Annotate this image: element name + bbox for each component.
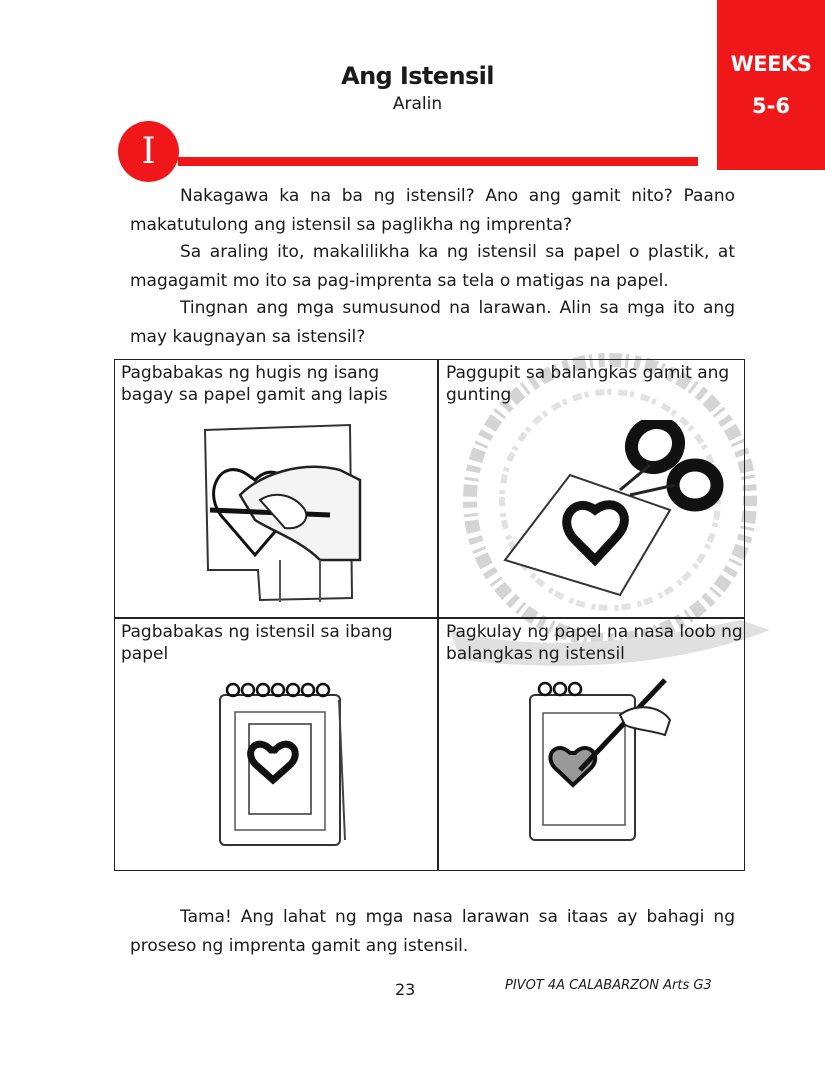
- page-title: Ang Istensil: [341, 62, 494, 90]
- page-number: 23: [395, 980, 416, 999]
- closing-paragraph: Tama! Ang lahat ng mga nasa larawan sa itaas ay bahagi ng proseso ng imprenta gamit ang istensil.: [130, 907, 735, 956]
- step-caption-tracing: Pagbabakas ng hugis ng isang bagay sa papel gamit ang lapis: [121, 363, 388, 405]
- table-divider-vertical: [437, 359, 439, 871]
- brush-coloring-heart-icon: [525, 675, 675, 845]
- scissors-cutting-heart-icon: [500, 420, 730, 600]
- table-divider-horizontal: [114, 617, 745, 619]
- intro-paragraph-2: Sa araling ito, makalilikha ka ng istensil sa papel o plastik, at magagamit mo ito sa pag-imprenta sa tela o matigas na papel.: [130, 242, 735, 291]
- page-subtitle: Aralin: [392, 94, 443, 114]
- section-divider: [178, 157, 698, 166]
- notepad-heart-stencil-icon: [215, 680, 350, 850]
- hand-tracing-heart-icon: [200, 420, 370, 605]
- step-caption-stencil-tracing: Pagbabakas ng istensil sa ibang papel: [121, 622, 393, 664]
- intro-paragraph-3: Tingnan ang mga sumusunod na larawan. Alin sa mga ito ang may kaugnayan sa istensil?: [130, 298, 735, 347]
- weeks-label: WEEKS: [730, 52, 812, 76]
- section-marker: I: [118, 121, 179, 182]
- step-caption-coloring: Pagkulay ng papel na nasa loob ng balangkas ng istensil: [446, 622, 743, 664]
- intro-paragraph-1: Nakagawa ka na ba ng istensil? Ano ang gamit nito? Paano makatutulong ang istensil sa paglikha ng imprenta?: [130, 186, 735, 235]
- weeks-range: 5-6: [752, 94, 790, 118]
- step-caption-cutting: Paggupit sa balangkas gamit ang gunting: [446, 363, 730, 405]
- footer-source: PIVOT 4A CALABARZON Arts G3: [505, 978, 712, 993]
